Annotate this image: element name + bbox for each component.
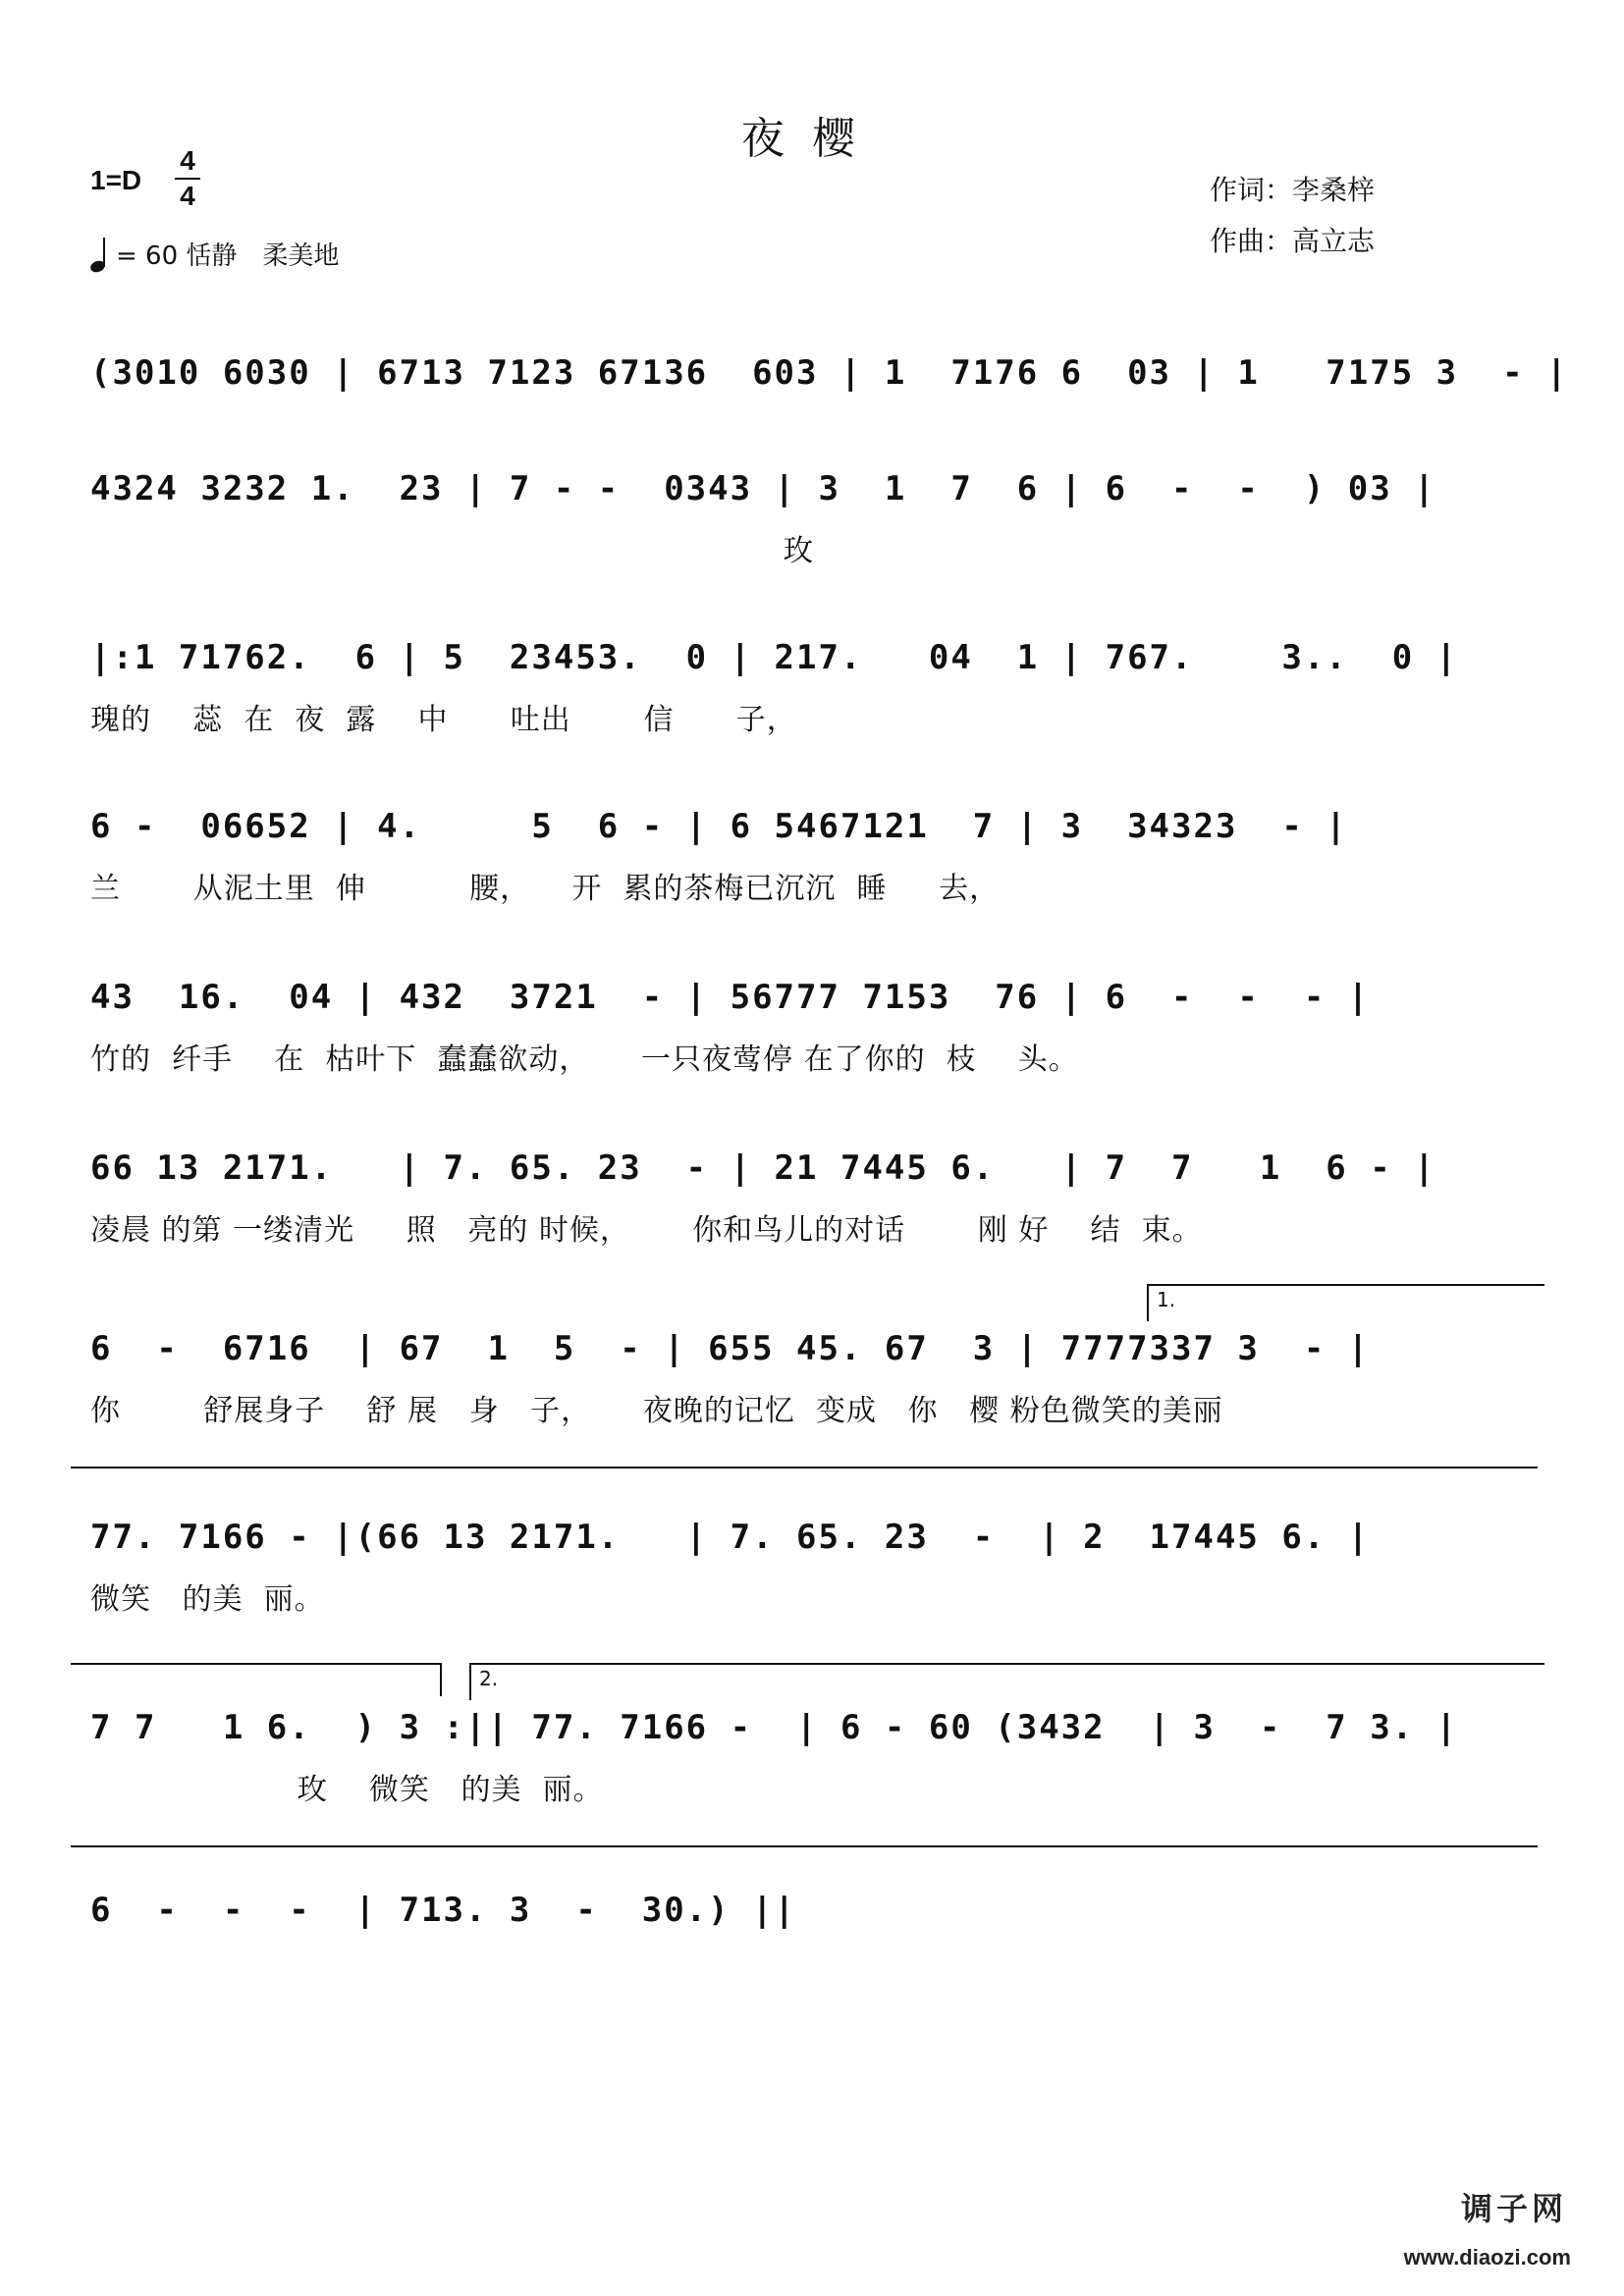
time-signature: [175, 145, 200, 212]
staff-6: [0, 1148, 1624, 1266]
time-signature-bottom: 4: [180, 181, 195, 211]
watermark-name: 调子网: [1460, 2190, 1567, 2227]
first-ending-close: [440, 1663, 442, 1696]
lyricist: 作词：李桑梓: [1210, 174, 1376, 206]
quarter-note-icon: [90, 237, 112, 272]
staff-3: [0, 638, 1624, 756]
staff-lyrics: 兰 从泥土里 伸 腰， 开 累的茶梅已沉沉 睡 去，: [90, 872, 1001, 906]
first-ending-bracket: 1.: [1147, 1284, 1544, 1321]
staff-5: [0, 978, 1624, 1095]
staff-notes: 6 - - - | 713. 3 - 30.) ||: [90, 1891, 797, 1930]
first-ending-continuation: [71, 1663, 442, 1665]
staff-1: [0, 353, 1624, 471]
staff-7: [0, 1329, 1624, 1447]
second-ending-bracket: 2.: [469, 1663, 1544, 1700]
staff-8: [0, 1518, 1624, 1635]
staff-notes: 6 - 06652 | 4. 5 6 - | 6 5467121 7 | 3 34323 - |: [90, 807, 1348, 846]
watermark-url: www.diaozi.com: [1403, 2245, 1571, 2269]
staff-notes: (3010 6030 | 6713 7123 67136 603 | 1 7176 6 03 | 1 7175 3 - |: [90, 353, 1569, 393]
staff-notes: 77. 7166 - |(66 13 2171. | 7. 65. 23 - | 2 17445 6. |: [90, 1518, 1371, 1557]
staff-notes: |:1 71762. 6 | 5 23453. 0 | 217. 04 1 | 767. 3.. 0 |: [90, 638, 1459, 677]
system-divider: [71, 1467, 1538, 1468]
staff-lyrics: 玫 微笑 的美 丽。: [90, 1773, 604, 1807]
composer: 作曲：高立志: [1210, 225, 1376, 257]
staff-notes: 66 13 2171. | 7. 65. 23 - | 21 7445 6. | 7 7 1 6 - |: [90, 1148, 1436, 1188]
staff-notes: 6 - 6716 | 67 1 5 - | 655 45. 67 3 | 7777337 3 - |: [90, 1329, 1371, 1368]
song-title: 夜樱: [741, 114, 883, 164]
staff-lyrics: 瑰的 蕊 在 夜 露 中 吐出 信 子，: [90, 703, 797, 737]
staff-notes: 43 16. 04 | 432 3721 - | 56777 7153 76 | 6 - - - |: [90, 978, 1371, 1017]
staff-lyrics: 微笑 的美 丽。: [90, 1582, 325, 1617]
staff-lyrics: 凌晨 的第 一缕清光 照 亮的 时候， 你和鸟儿的对话 刚 好 结 束。: [90, 1213, 1203, 1248]
tempo-marking: [90, 236, 339, 272]
tempo-text: = 60 恬静 柔美地: [116, 241, 340, 271]
time-signature-top: 4: [180, 145, 195, 176]
staff-9: [0, 1708, 1624, 1826]
staff-4: [0, 807, 1624, 925]
staff-10: [0, 1891, 1624, 2008]
staff-lyrics: 你 舒展身子 舒 展 身 子， 夜晚的记忆 变成 你 樱 粉色微笑的美丽: [90, 1394, 1223, 1428]
staff-lyrics: 竹的 纤手 在 枯叶下 蠢蠢欲动， 一只夜莺停 在了你的 枝 头。: [90, 1042, 1079, 1077]
staff-notes: 4324 3232 1. 23 | 7 - - 0343 | 3 1 7 6 | 6 - - ) 03 |: [90, 469, 1436, 508]
key-signature: 1=D: [90, 165, 142, 195]
staff-2: [0, 469, 1624, 587]
staff-notes: 7 7 1 6. ) 3 :|| 77. 7166 - | 6 - 60 (3432 | 3 - 7 3. |: [90, 1708, 1459, 1747]
staff-lyrics: 玫: [90, 534, 814, 568]
system-divider: [71, 1845, 1538, 1847]
